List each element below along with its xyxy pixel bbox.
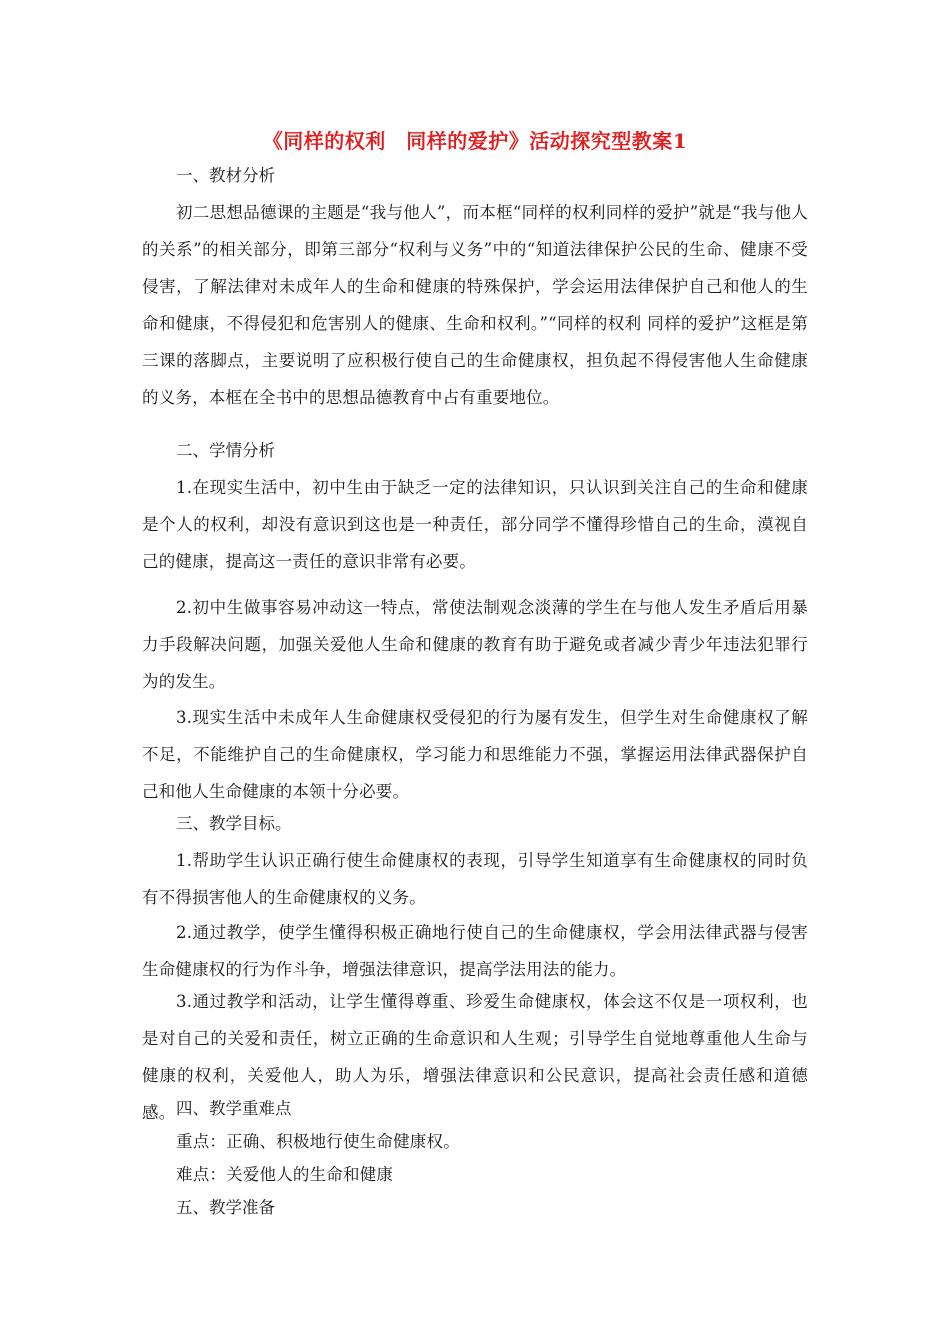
section-heading-student-analysis: 二、学情分析 (176, 441, 275, 460)
section-heading-textbook-analysis: 一、教材分析 (176, 166, 275, 185)
paragraph-teaching-goal-1: 1.帮助学生认识正确行使生命健康权的表现，引导学生知道享有生命健康权的同时负有不得损害他人的生命健康权的义务。 (142, 851, 808, 907)
paragraph-teaching-goal-3: 3.通过教学和活动，让学生懂得尊重、珍爱生命健康权，体会这不仅是一项权利，也是对自己的关爱和责任，树立正确的生命意识和人生观；引导学生自觉地尊重他人生命与健康的权利，关爱他人，助人为乐，增强法律意识和公民意识，提高社会责任感和道德感。 (142, 992, 808, 1122)
paragraph-student-analysis-3: 3.现实生活中未成年人生命健康权受侵犯的行为屡有发生，但学生对生命健康权了解不足，不能维护自己的生命健康权，学习能力和思维能力不强，掌握运用法律武器保护自己和他人生命健康的本领十分必要。 (142, 708, 808, 801)
paragraph-difficult-point: 难点：关爱他人的生命和健康 (176, 1165, 394, 1184)
section-heading-teaching-goals: 三、教学目标。 (176, 814, 292, 833)
section-heading-teaching-preparation: 五、教学准备 (176, 1198, 275, 1217)
paragraph-student-analysis-1: 1.在现实生活中，初中生由于缺乏一定的法律知识，只认识到关注自己的生命和健康是个人的权利，却没有意识到这也是一种责任，部分同学不懂得珍惜自己的生命，漠视自己的健康，提高这一责任的意识非常有必要。 (142, 478, 808, 571)
paragraph-textbook-analysis: 初二思想品德课的主题是“我与他人”，而本框“同样的权利同样的爱护”就是“我与他人的关系”的相关部分，即第三部分“权利与义务”中的“知道法律保护公民的生命、健康不受侵害，了解法律对未成年人的生命和健康的特殊保护，学会运用法律保护自己和他人的生命和健康，不得侵犯和危害别人的健康、生命和权利。”“同样的权利 同样的爱护”这框是第三课的落脚点，主要说明了应积极行使自己的生命健康权，担负起不得侵害他人生命健康的义务，本框在全书中的思想品德教育中占有重要地位。 (142, 203, 808, 407)
section-heading-key-difficult-points: 四、教学重难点 (176, 1099, 292, 1118)
paragraph-key-point: 重点：正确、积极地行使生命健康权。 (176, 1132, 460, 1151)
document-title: 《同样的权利 同样的爱护》活动探究型教案1 (262, 129, 688, 153)
paragraph-teaching-goal-2: 2.通过教学，使学生懂得积极正确地行使自己的生命健康权，学会用法律武器与侵害生命健康权的行为作斗争，增强法律意识，提高学法用法的能力。 (142, 923, 808, 979)
paragraph-student-analysis-2: 2.初中生做事容易冲动这一特点，常使法制观念淡薄的学生在与他人发生矛盾后用暴力手段解决问题，加强关爱他人生命和健康的教育有助于避免或者减少青少年违法犯罪行为的发生。 (142, 598, 808, 691)
